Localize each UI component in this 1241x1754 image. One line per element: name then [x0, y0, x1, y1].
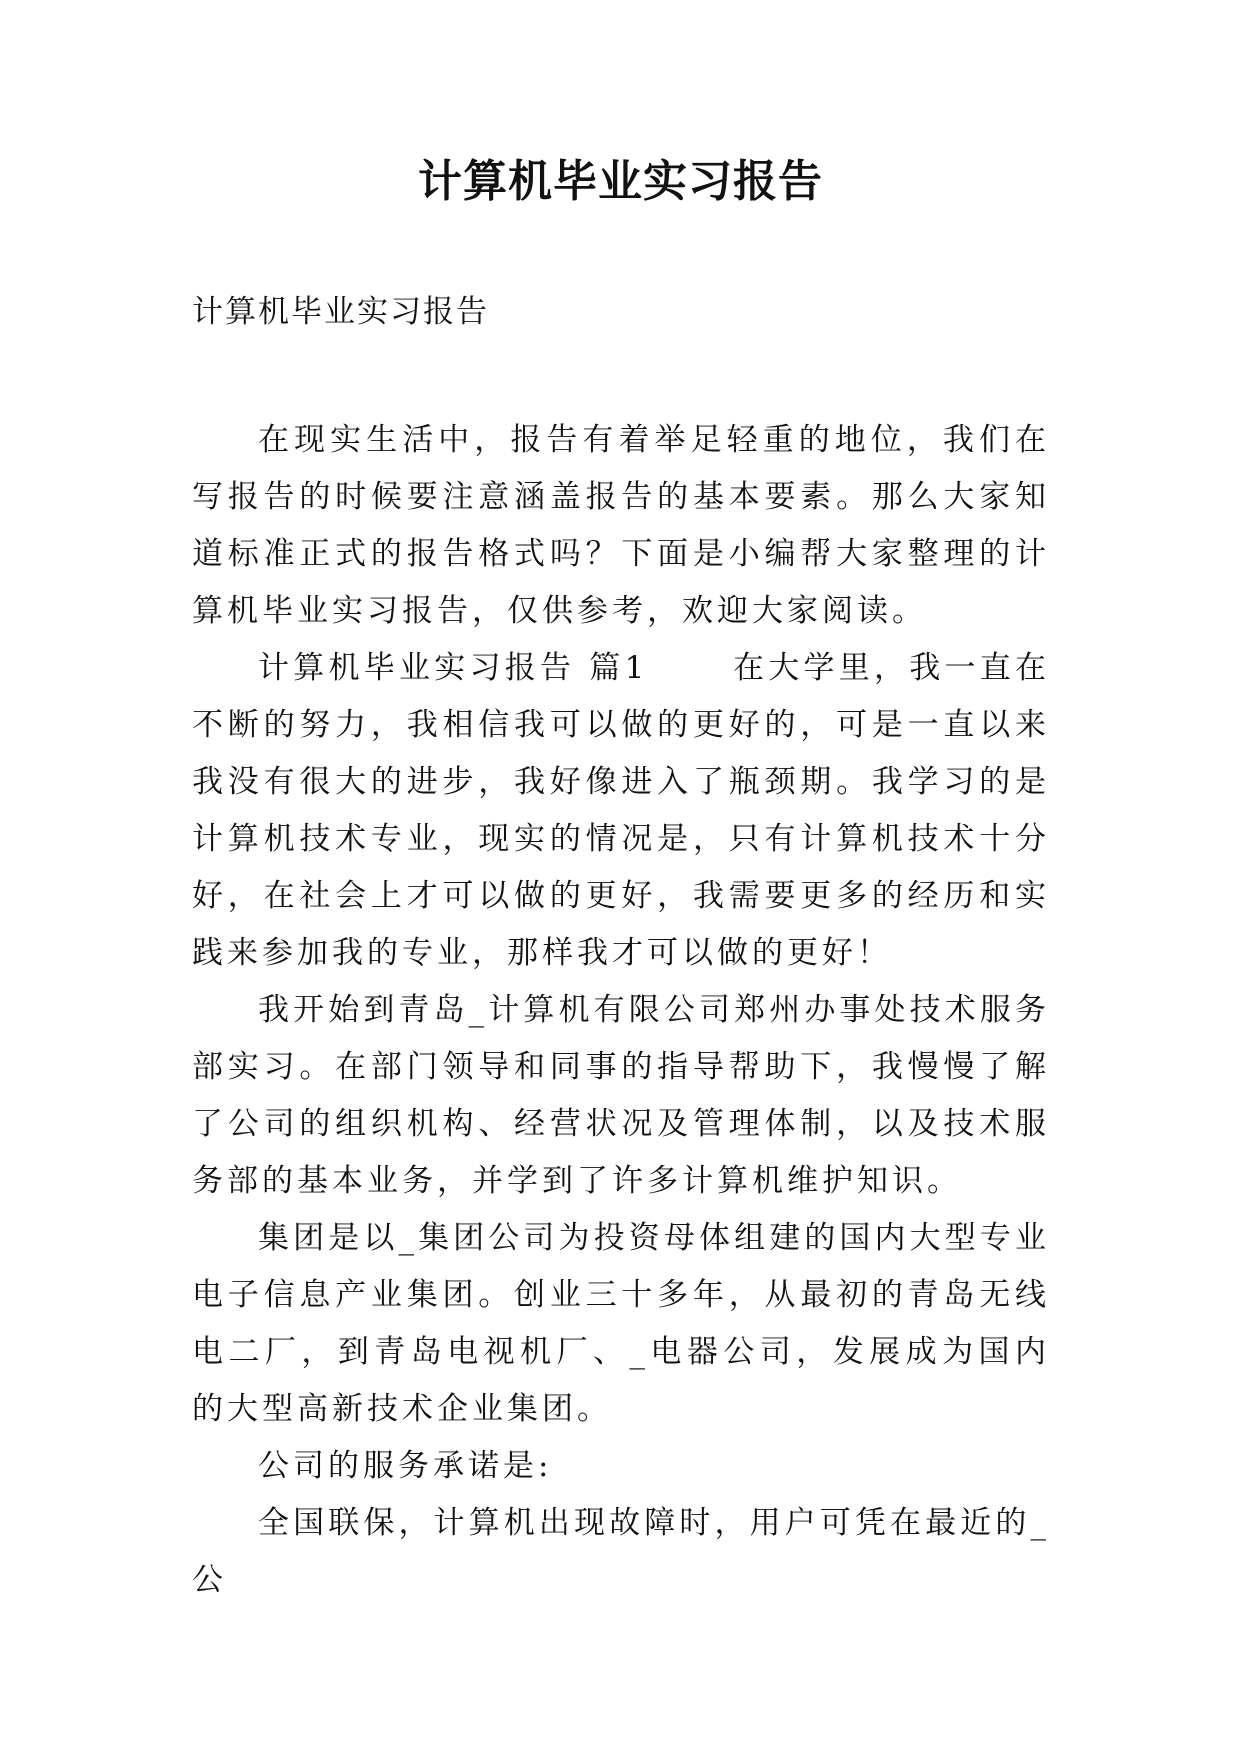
paragraph-internship: 我开始到青岛_计算机有限公司郑州办事处技术服务部实习。在部门领导和同事的指导帮助下，我慢慢了解了公司的组织机构、经营状况及管理体制，以及技术服务部的基本业务，并学到了许多计算机维护知识。 — [192, 992, 1050, 1199]
paragraph-intro: 在现实生活中，报告有着举足轻重的地位，我们在写报告的时候要注意涵盖报告的基本要素。那么大家知道标准正式的报告格式吗？下面是小编帮大家整理的计算机毕业实习报告，仅供参考，欢迎大家阅读。 — [192, 422, 1050, 629]
paragraph-group: 集团是以_集团公司为投资母体组建的国内大型专业电子信息产业集团。创业三十多年，从最初的青岛无线电二厂，到青岛电视机厂、_电器公司，发展成为国内的大型高新技术企业集团。 — [192, 1220, 1050, 1427]
document-title: 计算机毕业实习报告 — [418, 156, 823, 207]
paragraph-section-1: 计算机毕业实习报告 篇1 在大学里，我一直在不断的努力，我相信我可以做的更好的，可是一直以来我没有很大的进步，我好像进入了瓶颈期。我学习的是计算机技术专业，现实的情况是，只有计算机技术十分好，在社会上才可以做的更好，我需要更多的经历和实践来参加我的专业，那样我才可以做的更好！ — [192, 650, 1050, 971]
document-body — [192, 412, 1050, 1609]
paragraph-warranty: 全国联保，计算机出现故障时，用户可凭在最近的_公 — [192, 1505, 1050, 1598]
paragraph-service-promise: 公司的服务承诺是: — [258, 1448, 553, 1484]
document-subtitle: 计算机毕业实习报告 — [192, 294, 489, 330]
